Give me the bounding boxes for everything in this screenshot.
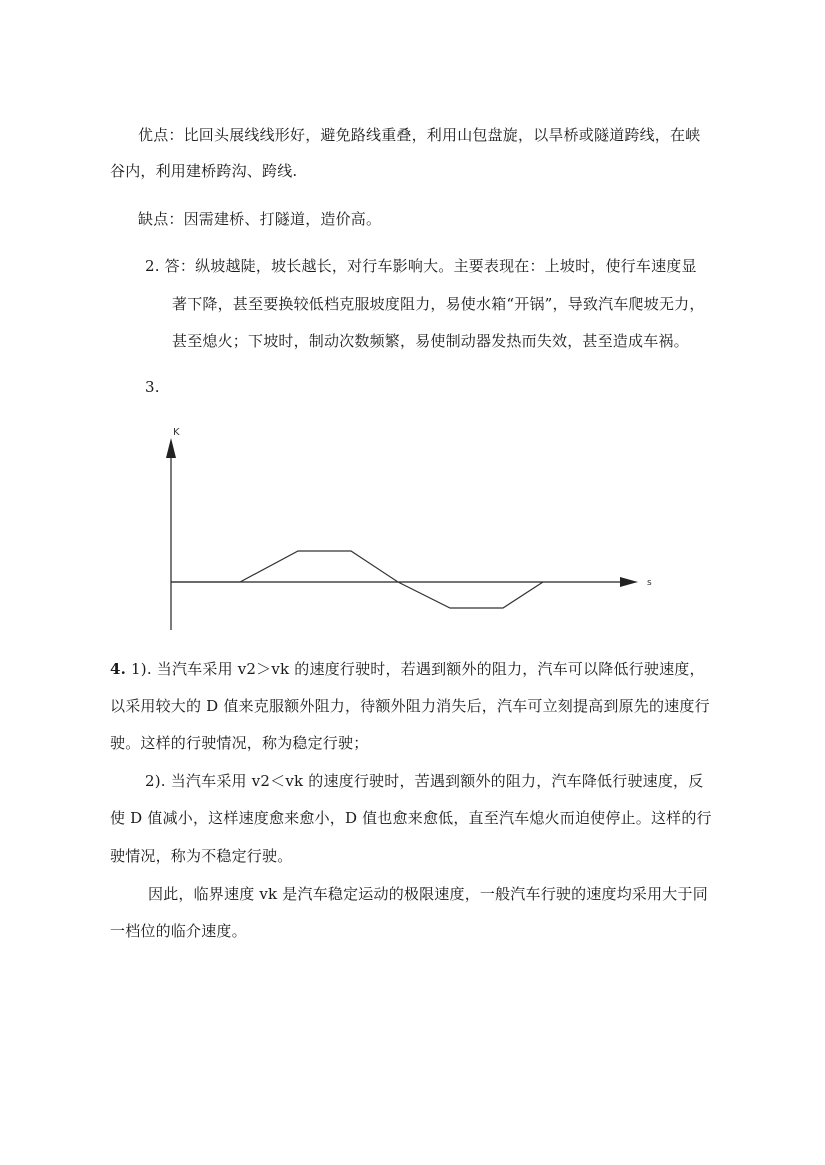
answer-4-para-3-line-1: 因此，临界速度 vk 是汽车稳定运动的极限速度，一般汽车行驶的速度均采用大于同 <box>148 885 708 903</box>
advantages-line-2: 谷内，利用建桥跨沟、跨线. <box>110 162 298 180</box>
answer-4-para-3-line-2: 一档位的临介速度。 <box>110 922 247 940</box>
answer-4-para-2-line-1: 2). 当汽车采用 v2＜vk 的速度行驶时，苦遇到额外的阻力，汽车降低行驶速度，反 <box>145 772 704 790</box>
answer-4-number: 4. <box>110 660 127 678</box>
answer-4-para-1-line-1: 1). 当汽车采用 v2＞vk 的速度行驶时，若遇到额外的阻力，汽车可以降低行驶速度， <box>126 660 705 678</box>
answer-4-para-1-line-2: 以采用较大的 D 值来克服额外阻力，待额外阻力消失后，汽车可立刻提高到原先的速度行 <box>110 697 710 715</box>
y-axis-arrowhead <box>166 438 176 458</box>
disadvantages-paragraph: 缺点：因需建桥、打隧道，造价高。 <box>138 210 382 228</box>
x-axis-label: s <box>647 578 652 588</box>
answer-2-line-2: 著下降，甚至要换较低档克服坡度阻力，易使水箱“开锅”，导致汽车爬坡无力， <box>172 295 705 313</box>
answer-2-line-1: 2. 答：纵坡越陡，坡长越长，对行车影响大。主要表现在：上坡时，使行车速度显 <box>145 257 697 275</box>
k-s-diagram <box>160 420 680 640</box>
answer-3-label: 3. <box>145 378 160 396</box>
answer-4-para-2-line-2: 使 D 值减小，这样速度愈来愈小，D 值也愈来愈低，直至汽车熄火而迫使停止。这样的行 <box>110 809 712 827</box>
answer-4-para-1-line-3: 驶。这样的行驶情况，称为稳定行驶； <box>110 734 369 752</box>
x-axis-arrowhead <box>620 577 638 587</box>
advantages-line-1: 优点：比回头展线线形好，避免路线重叠，利用山包盘旋，以旱桥或隧道跨线，在峡 <box>138 126 701 144</box>
answer-2-line-3: 甚至熄火；下坡时，制动次数频繁，易使制动器发热而失效，甚至造成车祸。 <box>172 332 689 350</box>
answer-4-line-1 <box>110 658 705 679</box>
k-curve <box>171 551 543 608</box>
y-axis-label: K <box>173 427 180 438</box>
answer-4-para-2-line-3: 驶情况，称为不稳定行驶。 <box>110 847 293 865</box>
